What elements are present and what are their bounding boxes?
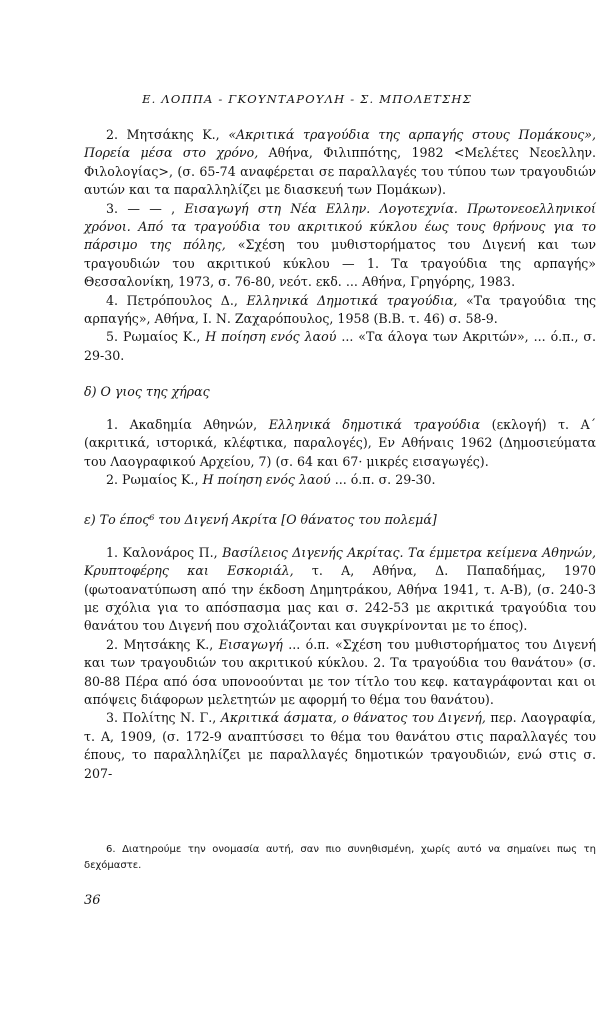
entry-author: 2. Μητσάκης Κ.,	[106, 127, 229, 142]
entry-title: Εισαγωγή	[218, 636, 283, 652]
bibliography-entry	[84, 636, 596, 710]
bibliography-entry	[84, 292, 596, 329]
entry-details: «Τα τραγούδια της αρπαγής», Αθήνα, Ι. Ν. Ζαχαρόπουλος, 1958 (Β.Β. τ. 46) σ. 58-9.	[84, 292, 596, 327]
section-heading-e: ε) Το έπος⁶ του Διγενή Ακρίτα [Ο θάνατος του πολεμά]	[84, 512, 437, 528]
entry-author: 3. — — ,	[106, 200, 185, 216]
entry-title: Βασίλειος Διγενής Ακρίτας. Τα έμμετρα κείμενα Αθηνών, Κρυπτοφέρης και Εσκοριάλ,	[84, 544, 596, 579]
bibliography-entry	[84, 416, 596, 471]
entry-author: 5. Ρωμαίος Κ.,	[106, 329, 206, 345]
entry-title: Ελληνικά Δημοτικά τραγούδια,	[246, 292, 458, 308]
entry-details: ... ό.π. «Σχέση του μυθιστορήματος του Διγενή και των τραγουδιών του ακριτικού κύκλου. 2. Τα τραγούδια του θανάτου» (σ. 80-88 Πέρα από όσα υπονοούνται με τον τίτλο του κεφ. καταγράφονται και οι απόψεις διάφορων μελετητών με αφορμή το θέμα του θανάτου).	[84, 636, 596, 707]
running-head: Ε. ΛΟΠΠΑ - ΓΚΟΥΝΤΑΡΟΥΛΗ - Σ. ΜΠΟΛΕΤΣΗΣ	[142, 92, 472, 106]
entry-details: ... «Τα άλογα των Ακριτών», ... ό.π., σ. 29-30.	[84, 329, 596, 363]
entry-author: 2. Ρωμαίος Κ.,	[106, 471, 203, 487]
bibliography-entry	[84, 200, 596, 292]
entry-details: ... ό.π. σ. 29-30.	[330, 471, 436, 487]
entry-details: περ. Λαογραφία, τ. Α, 1909, (σ. 172-9 αναπτύσσει το θέμα του θανάτου στις παραλλαγές του έπους, το παραλληλίζει με παραλλαγές δημοτικών τραγουδιών, ενώ στις σ. 207-	[84, 710, 596, 781]
entry-author: 3. Πολίτης Ν. Γ.,	[106, 710, 221, 726]
entry-author: 2. Μητσάκης Κ.,	[106, 636, 219, 652]
bibliography-entry	[84, 544, 596, 636]
entry-title: Ελληνικά δημοτικά τραγούδια	[268, 416, 481, 432]
entry-title: «Ακριτικά τραγούδια της αρπαγής στους Πομάκους», Πορεία μέσα στο χρόνο,	[84, 127, 596, 161]
page-body	[84, 126, 596, 783]
entry-details: (εκλογή) τ. Α΄ (ακριτικά, ιστορικά, κλέφτικα, παραλογές), Εν Αθήναις 1962 (Δημοσιεύματα του Λαογραφικού Αρχείου, 7) (σ. 64 και 67· μικρές εισαγωγές).	[84, 416, 597, 469]
entry-author: 1. Ακαδημία Αθηνών,	[106, 416, 269, 432]
entry-title: Η ποίηση ενός λαού	[205, 329, 337, 345]
bibliography-entry	[84, 328, 596, 365]
entry-details: «Σχέση του μυθιστορήματος του Διγενή και των τραγουδιών του ακριτικού κύκλου — 1. Τα τραγούδια της αρπαγής» Θεσσαλονίκη, 1973, σ. 76-80, νεότ. εκδ. ... Αθήνα, Γρηγόρης, 1983.	[84, 237, 596, 290]
bibliography-entry	[84, 709, 596, 783]
entry-author: 4. Πετρόπουλος Δ.,	[106, 292, 247, 308]
entry-title: Εισαγωγή στη Νέα Ελλην. Λογοτεχνία. Πρωτονεοελληνικοί χρόνοι. Από τα τραγούδια του ακριτικού κύκλου έως τους θρήνους για το πάρσιμο της πόλης,	[84, 200, 596, 253]
bibliography-entry	[84, 471, 596, 489]
entry-author: 1. Καλονάρος Π.,	[106, 544, 223, 560]
entry-details: Αθήνα, Φιλιππότης, 1982 <Μελέτες Νεοελλην. Φιλολογίας>, (σ. 65-74 αναφέρεται σε παραλλαγές του τύπου των τραγουδιών αυτών και τα παραλληλίζει με διασκευή των Πομάκων).	[84, 145, 596, 198]
page-number: 36	[84, 893, 101, 908]
bibliography-entry	[84, 126, 596, 200]
footnote: 6. Διατηρούμε την ονομασία αυτή, σαν πιο συνηθισμένη, χωρίς αυτό να σημαίνει πως τη δεχόμαστε.	[84, 844, 596, 871]
section-heading-d: δ) Ο γιος της χήρας	[84, 384, 210, 400]
entry-details: τ. Α, Αθήνα, Δ. Παπαδήμας, 1970 (φωτοανατύπωση από την έκδοση Δημητράκου, Αθήνα 1941, τ. Α-Β), (σ. 240-3 με σχόλια για το απόσπασμα μας και σ. 242-53 με ακριτικά τραγούδια του θανάτου του Διγενή που σχολιάζονται και συγκρίνονται με το έπος).	[84, 563, 596, 634]
entry-title: Ακριτικά άσματα, ο θάνατος του Διγενή,	[220, 710, 486, 726]
entry-title: Η ποίηση ενός λαού	[202, 471, 331, 487]
